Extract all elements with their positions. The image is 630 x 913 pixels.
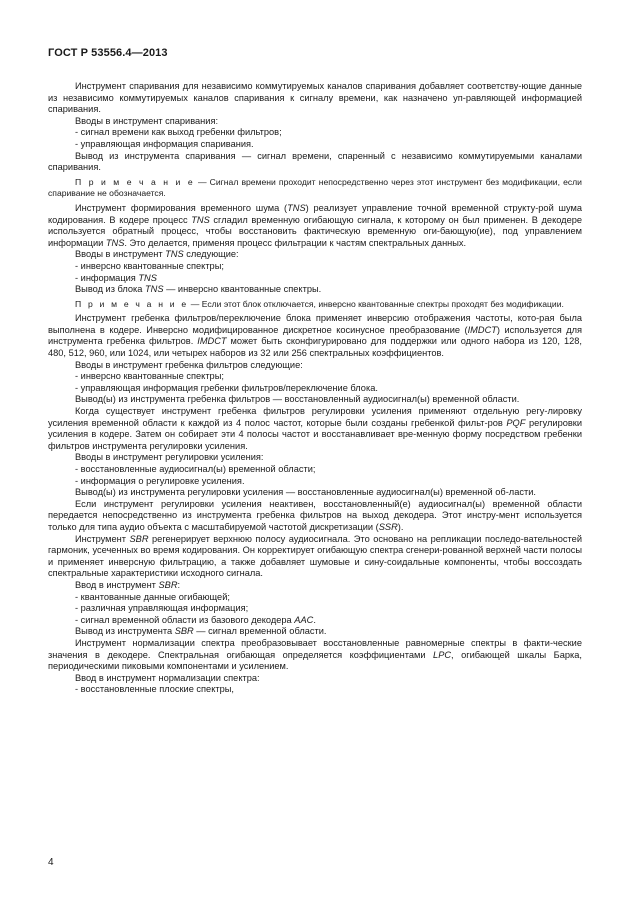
- list-item: - инверсно квантованные спектры;: [75, 371, 224, 382]
- paragraph: Вводы в инструмент TNS следующие:: [75, 249, 239, 260]
- paragraph: Вводы в инструмент гребенка фильтров следующие:: [75, 359, 303, 370]
- paragraph: Ввод в инструмент нормализации спектра:: [75, 672, 260, 683]
- paragraph: Вводы в инструмент регулировки усиления:: [75, 452, 264, 463]
- paragraph: Вывод(ы) из инструмента гребенка фильтров — восстановленный аудиосигнал(ы) временной области.: [75, 394, 520, 405]
- note: П р и м е ч а н и е — Сигнал времени проходит непосредственно через этот инструмент без модификации, если спаривание не обозначается.: [48, 176, 582, 199]
- list-item: - управляющая информация гребенки фильтров/переключение блока.: [75, 382, 378, 393]
- list-item: - восстановленные плоские спектры,: [75, 684, 234, 695]
- list-item: - управляющая информация спаривания.: [75, 138, 254, 149]
- paragraph: Если инструмент регулировки усиления неактивен, восстановленный(е) аудиосигнал(ы) временной области передается непосредственно из инструмента гребенка фильтров на выход декодера. Этот инстру-мент используется только для типа аудио объекта с масштабируемой частотой дискретизации (SSR).: [48, 498, 582, 532]
- paragraph: Когда существует инструмент гребенка фильтров регулировки усиления применяют отдельную регу-лировку усиления временной области к каждой из 4 полос частот, которые были созданы гребенкой фильт-ров PQF регулировки усиления в кодере. Затем он собирает эти 4 полосы частот и восстанавливает вре-менную форму посредством гребенки фильтров инструмента регулировки усиления.: [48, 406, 583, 451]
- list-item: - инверсно квантованные спектры;: [75, 260, 224, 271]
- list-item: - информация TNS: [75, 272, 157, 283]
- paragraph: Вывод(ы) из инструмента регулировки усиления — восстановленные аудиосигнал(ы) временной об-ласти.: [75, 487, 536, 498]
- list-item: - различная управляющая информация;: [75, 603, 249, 614]
- list-item: - информация о регулировке усиления.: [75, 475, 245, 486]
- paragraph: Инструмент формирования временного шума (TNS) реализует управление точной временной структу-рой шума кодирования. В кодере процесс TNS сгладил временную огибающую сигнала, к которому он был применен. В декодере используется обратный процесс, чтобы восстановить фактическую временную оги-бающую(ие), под управлением информации TNS. Это делается, применяя процесс фильтрации к частям спектральных данных.: [48, 202, 582, 248]
- list-item: - квантованные данные огибающей;: [75, 591, 230, 602]
- note-label: П р и м е ч а н и е: [75, 176, 195, 187]
- note: П р и м е ч а н и е — Если этот блок отключается, инверсно квантованные спектры проходят без модификации.: [75, 298, 564, 309]
- list-item: - сигнал временной области из базового декодера AAC.: [75, 614, 316, 625]
- paragraph: Инструмент гребенка фильтров/переключение блока применяет инверсию отображения частоты, кото-рая была выполнена в кодере. Инверсно модифицированное дискретное косинусное преобразование (IMDCT) используется для инструмента гребенка фильтров. IMDCT может быть сконфигурировано для поддержки или одного набора из 120, 128, 480, 512, 960, или 1024, или четырех наборов из 32 или 256 спектральных коэффициентов.: [48, 313, 582, 359]
- paragraph: Вводы в инструмент спаривания:: [75, 115, 219, 126]
- paragraph: Инструмент SBR регенерирует верхнюю полосу аудиосигнала. Это основано на репликации последо-вательностей гармоник, усеченных во время кодирования. Он корректирует огибающую спектра сгенери-рованной верхней части полосы и применяет инверсную фильтрацию, а также добавляет шумовые и сину-соидальные компоненты, чтобы воссоздать спектральные характеристики исходного сигнала.: [48, 533, 582, 579]
- document-header: ГОСТ Р 53556.4—2013: [48, 47, 168, 59]
- paragraph: Инструмент нормализации спектра преобразовывает восстановленные равномерные спектры в факти-ческие значения в декодере. Спектральная огибающая определяется коэффициентами LPC, огибающей шкалы Барка, периодическими пиковыми компонентами и усилением.: [48, 637, 582, 672]
- paragraph: Вывод из блока TNS — инверсно квантованные спектры.: [75, 284, 322, 295]
- page-number: 4: [48, 857, 54, 868]
- document-body: [48, 81, 582, 696]
- list-item: - сигнал времени как выход гребенки фильтров;: [75, 127, 282, 138]
- paragraph: Инструмент спаривания для независимо коммутируемых каналов спаривания добавляет соответству-ющие данные из независимо коммутируемых каналов спаривания к сигналу времени, как назначено уп-равляющей информацией спаривания.: [48, 81, 582, 115]
- note-label: П р и м е ч а н и е: [75, 298, 189, 309]
- paragraph: Вывод из инструмента SBR — сигнал временной области.: [75, 626, 327, 637]
- paragraph: Вывод из инструмента спаривания — сигнал времени, спаренный с независимо коммутируемыми каналами спаривания.: [48, 150, 582, 173]
- paragraph: Ввод в инструмент SBR:: [75, 579, 181, 590]
- list-item: - восстановленные аудиосигнал(ы) временной области;: [75, 464, 316, 474]
